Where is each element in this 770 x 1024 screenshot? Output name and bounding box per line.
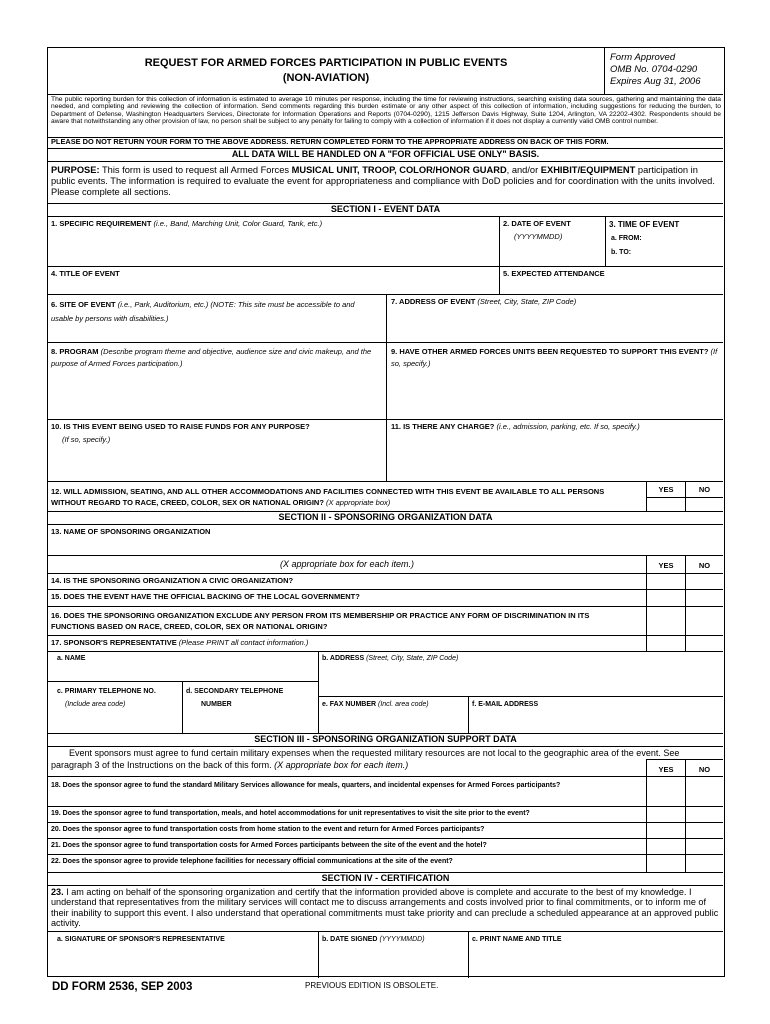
- section-2-x-instructions: (X appropriate box for each item.): [279, 559, 415, 569]
- official-use-banner: ALL DATA WILL BE HANDLED ON A "FOR OFFICIAL USE ONLY" BASIS.: [48, 149, 723, 159]
- field-9-other-units-requested[interactable]: [391, 346, 721, 371]
- field-1-label: 1. SPECIFIC REQUIREMENT: [51, 219, 152, 228]
- section-2-header: SECTION II - SPONSORING ORGANIZATION DATA: [48, 512, 723, 522]
- field-9-hint: (If so, specify.): [391, 347, 718, 369]
- section-3-intro-text: Event sponsors must agree to fund certain military expenses when the requested military resources are not local to the geographic area of the event. See paragraph 3 of the Instructions on the back of this form.: [51, 748, 680, 771]
- field-7-label: 7. ADDRESS OF EVENT: [391, 297, 476, 306]
- field-17a-name[interactable]: a. NAME: [57, 655, 86, 662]
- field-16-no-checkbox[interactable]: [686, 607, 723, 633]
- field-17b-hint: (Street, City, State, ZIP Code): [366, 655, 459, 662]
- field-4-title-of-event[interactable]: 4. TITLE OF EVENT: [51, 269, 120, 278]
- field-8-label: 8. PROGRAM: [51, 347, 99, 356]
- form-title: [48, 56, 604, 86]
- field-9-label: 9. HAVE OTHER ARMED FORCES UNITS BEEN REQUESTED TO SUPPORT THIS EVENT?: [391, 347, 709, 356]
- purpose-bold-1: MUSICAL UNIT, TROOP, COLOR/HONOR GUARD: [291, 165, 507, 175]
- field-18-no-checkbox[interactable]: [686, 777, 723, 804]
- purpose-bold-2: EXHIBIT/EQUIPMENT: [540, 165, 636, 175]
- previous-edition-notice: PREVIOUS EDITION IS OBSOLETE.: [305, 981, 439, 990]
- field-7-address-of-event[interactable]: [391, 298, 721, 307]
- field-17d-label-2: NUMBER: [201, 700, 232, 708]
- field-17b-label: b. ADDRESS: [322, 655, 365, 662]
- field-17d-label: d. SECONDARY TELEPHONE: [186, 688, 284, 695]
- field-17d-secondary-phone[interactable]: [186, 686, 316, 711]
- section-3-intro: [51, 747, 719, 771]
- field-19-site-visit: 19. Does the sponsor agree to fund transportation, meals, and hotel accommodations for unit representatives to visit the site prior to the event?: [51, 810, 530, 817]
- field-15-yes-checkbox[interactable]: [647, 590, 685, 604]
- dd-form-2536: [47, 47, 725, 977]
- field-21-no-checkbox[interactable]: [686, 839, 723, 853]
- field-18-allowance: 18. Does the sponsor agree to fund the standard Military Services allowance for meals, quarters, and incidental expenses for Armed Forces participants?: [51, 782, 561, 789]
- field-5-expected-attendance[interactable]: 5. EXPECTED ATTENDANCE: [503, 269, 605, 278]
- form-title-line1: REQUEST FOR ARMED FORCES PARTICIPATION IN PUBLIC EVENTS: [144, 57, 508, 69]
- field-8-hint: (Describe program theme and objective, audience size and civic makeup, and the purpose of Armed Forces participation.): [51, 347, 372, 369]
- field-10-raise-funds[interactable]: [51, 423, 381, 444]
- field-23a-signature[interactable]: a. SIGNATURE OF SPONSOR'S REPRESENTATIVE: [57, 936, 225, 943]
- field-17e-fax[interactable]: [322, 701, 429, 709]
- field-6-site-of-event[interactable]: [51, 298, 371, 327]
- field-19-no-checkbox[interactable]: [686, 807, 723, 821]
- field-2-label: 2. DATE OF EVENT: [503, 219, 571, 228]
- purpose-text-1: This form is used to request all Armed Forces: [101, 165, 290, 175]
- field-23-number: 23.: [51, 887, 64, 897]
- burden-statement: The public reporting burden for this collection of information is estimated to average 10 minutes per response, including the time for reviewing instructions, searching existing data sources, gathering and maintaining the data needed, and completing and reviewing the collection of information. Send comments regarding this burden estimate or any other aspect of this collection of information, including suggestions for reducing the burden, to Department of Defense, Washington Headquarters Services, Directorate for Information Operations and Reports (0704-0290), 1215 Jefferson Davis Highway, Suite 1204, Arlington, VA 22202-4302. Respondents should be aware that notwithstanding any other provision of law, no person shall be subject to any penalty for failing to comply with a collection of information if it does not display a currently valid OMB control number.: [51, 96, 721, 126]
- field-23b-date-signed[interactable]: [322, 936, 425, 944]
- field-17e-hint: (Incl. area code): [378, 701, 429, 708]
- field-21-hotel-transport: 21. Does the sponsor agree to fund transportation costs for Armed Forces participants between the site of the event and the hotel?: [51, 842, 487, 849]
- field-22-yes-checkbox[interactable]: [647, 855, 685, 871]
- field-16-discrimination: 16. DOES THE SPONSORING ORGANIZATION EXCLUDE ANY PERSON FROM ITS MEMBERSHIP OR PRACTICE ANY FORM OF DISCRIMINATION IN ITS FUNCTIONS BASED ON RACE, CREED, COLOR, SEX OR NATIONAL ORIGIN?: [51, 611, 590, 632]
- field-20-home-station-transport: 20. Does the sponsor agree to fund transportation costs from home station to the event and return for Armed Forces participants?: [51, 826, 485, 833]
- form-footer: [47, 978, 725, 1008]
- field-8-program[interactable]: [51, 346, 381, 371]
- field-16-yes-checkbox[interactable]: [647, 607, 685, 633]
- omb-approval: [610, 52, 722, 88]
- section-4-header: SECTION IV - CERTIFICATION: [48, 873, 723, 883]
- field-17c-hint: (Include area code): [65, 700, 126, 708]
- field-13-sponsoring-org-name[interactable]: 13. NAME OF SPONSORING ORGANIZATION: [51, 527, 211, 536]
- field-12-yes-label: YES: [658, 485, 674, 494]
- field-23-text: I am acting on behalf of the sponsoring organization and certify that the information provided above is complete and accurate to the best of my knowledge. I understand that representatives from the military services will contact me to discuss arrangements and costs involved prior to final commitments, or to inform me of their inability to support this event. I also understand that operational commitments must take priority and can preclude a scheduled appearance at an approved public activity.: [51, 887, 719, 929]
- field-23-certification: [51, 887, 719, 929]
- field-17f-email[interactable]: f. E-MAIL ADDRESS: [472, 701, 539, 708]
- form-title-line2: (NON-AVIATION): [282, 71, 370, 84]
- field-17c-label: c. PRIMARY TELEPHONE NO.: [57, 688, 156, 695]
- field-2-date-of-event[interactable]: [503, 220, 603, 241]
- form-number: DD FORM 2536, SEP 2003: [52, 981, 193, 993]
- section-3-header: SECTION III - SPONSORING ORGANIZATION SUPPORT DATA: [48, 734, 723, 744]
- purpose-label: PURPOSE:: [51, 165, 100, 175]
- section-3-no-header: NO: [698, 765, 711, 774]
- purpose-text-3: participation in public events. The information is required to evaluate the event for appropriateness and compliance with DoD policies and for coordination with the units involved. Please complete all sections.: [51, 165, 715, 198]
- field-20-yes-checkbox[interactable]: [647, 823, 685, 837]
- field-1-hint: (i.e., Band, Marching Unit, Color Guard, Tank, etc.): [153, 219, 323, 228]
- field-6-label: 6. SITE OF EVENT: [51, 300, 116, 309]
- field-10-label: 10. IS THIS EVENT BEING USED TO RAISE FUNDS FOR ANY PURPOSE?: [51, 422, 310, 431]
- field-17-sponsor-rep: [51, 639, 308, 648]
- field-18-yes-checkbox[interactable]: [647, 777, 685, 804]
- field-12-yes-checkbox[interactable]: [647, 498, 685, 510]
- field-20-no-checkbox[interactable]: [686, 823, 723, 837]
- section-1-header: SECTION I - EVENT DATA: [48, 204, 723, 214]
- field-2-hint: (YYYYMMDD): [514, 231, 563, 241]
- field-23b-hint: (YYYYMMDD): [379, 936, 425, 943]
- field-17e-label: e. FAX NUMBER: [322, 701, 377, 708]
- field-17-hint: (Please PRINT all contact information.): [178, 638, 309, 647]
- field-12-accommodations: [51, 487, 641, 509]
- field-23b-label: b. DATE SIGNED: [322, 936, 378, 943]
- field-3b-to[interactable]: b. TO:: [611, 249, 632, 257]
- section-3-intro-hint: (X appropriate box for each item.): [274, 760, 409, 771]
- field-3-label: 3. TIME OF EVENT: [609, 220, 680, 229]
- field-12-hint: (X appropriate box): [326, 497, 391, 507]
- field-12-no-checkbox[interactable]: [686, 498, 723, 510]
- field-12-no-label: NO: [698, 485, 711, 494]
- field-14-yes-checkbox[interactable]: [647, 574, 685, 588]
- field-12-label: 12. WILL ADMISSION, SEATING, AND ALL OTHER ACCOMMODATIONS AND FACILITIES CONNECTED WITH THIS EVENT BE AVAILABLE TO ALL PERSONS WITHOUT REGARD TO RACE, CREED, COLOR, SEX OR NATIONAL ORIGIN?: [51, 487, 605, 507]
- field-11-label: 11. IS THERE ANY CHARGE?: [391, 422, 495, 431]
- purpose-text-2: , and/or: [506, 165, 539, 175]
- field-14-civic-org: 14. IS THE SPONSORING ORGANIZATION A CIVIC ORGANIZATION?: [51, 576, 294, 585]
- field-15-no-checkbox[interactable]: [686, 590, 723, 604]
- field-22-telephone-facilities: 22. Does the sponsor agree to provide telephone facilities for necessary official communications at the site of the event?: [51, 858, 453, 865]
- field-1-specific-requirement[interactable]: [51, 220, 491, 229]
- field-17c-primary-phone[interactable]: [57, 686, 182, 711]
- omb-number: OMB No. 0704-0290: [610, 64, 698, 76]
- purpose-statement: [51, 165, 721, 198]
- do-not-return-notice: PLEASE DO NOT RETURN YOUR FORM TO THE ABOVE ADDRESS. RETURN COMPLETED FORM TO THE APPROPRIATE ADDRESS ON BACK OF THIS FORM.: [51, 137, 609, 146]
- field-23c-print-name-title[interactable]: c. PRINT NAME AND TITLE: [472, 936, 562, 943]
- form-approved-text: Form Approved: [610, 52, 676, 63]
- expiration-date: Expires Aug 31, 2006: [610, 76, 701, 88]
- field-3a-from[interactable]: a. FROM:: [611, 235, 642, 243]
- field-10-hint: (If so, specify.): [62, 434, 111, 444]
- field-7-hint: (Street, City, State, ZIP Code): [477, 297, 577, 306]
- field-22-no-checkbox[interactable]: [686, 855, 723, 871]
- field-17-label: 17. SPONSOR'S REPRESENTATIVE: [51, 638, 177, 647]
- field-21-yes-checkbox[interactable]: [647, 839, 685, 853]
- field-3-time-of-event: [609, 220, 719, 257]
- field-11-any-charge[interactable]: [391, 423, 721, 432]
- field-6-hint: (i.e., Park, Auditorium, etc.) (NOTE: This site must be accessible to and usable by persons with disabilities.): [51, 300, 355, 324]
- field-15-local-gov-backing: 15. DOES THE EVENT HAVE THE OFFICIAL BACKING OF THE LOCAL GOVERNMENT?: [51, 592, 360, 601]
- field-19-yes-checkbox[interactable]: [647, 807, 685, 821]
- field-14-no-checkbox[interactable]: [686, 574, 723, 588]
- field-17b-address[interactable]: [322, 655, 458, 663]
- section-3-yes-header: YES: [658, 765, 674, 774]
- field-11-hint: (i.e., admission, parking, etc. If so, specify.): [496, 422, 640, 431]
- section-2-yes-header: YES: [658, 561, 674, 570]
- section-2-no-header: NO: [698, 561, 711, 570]
